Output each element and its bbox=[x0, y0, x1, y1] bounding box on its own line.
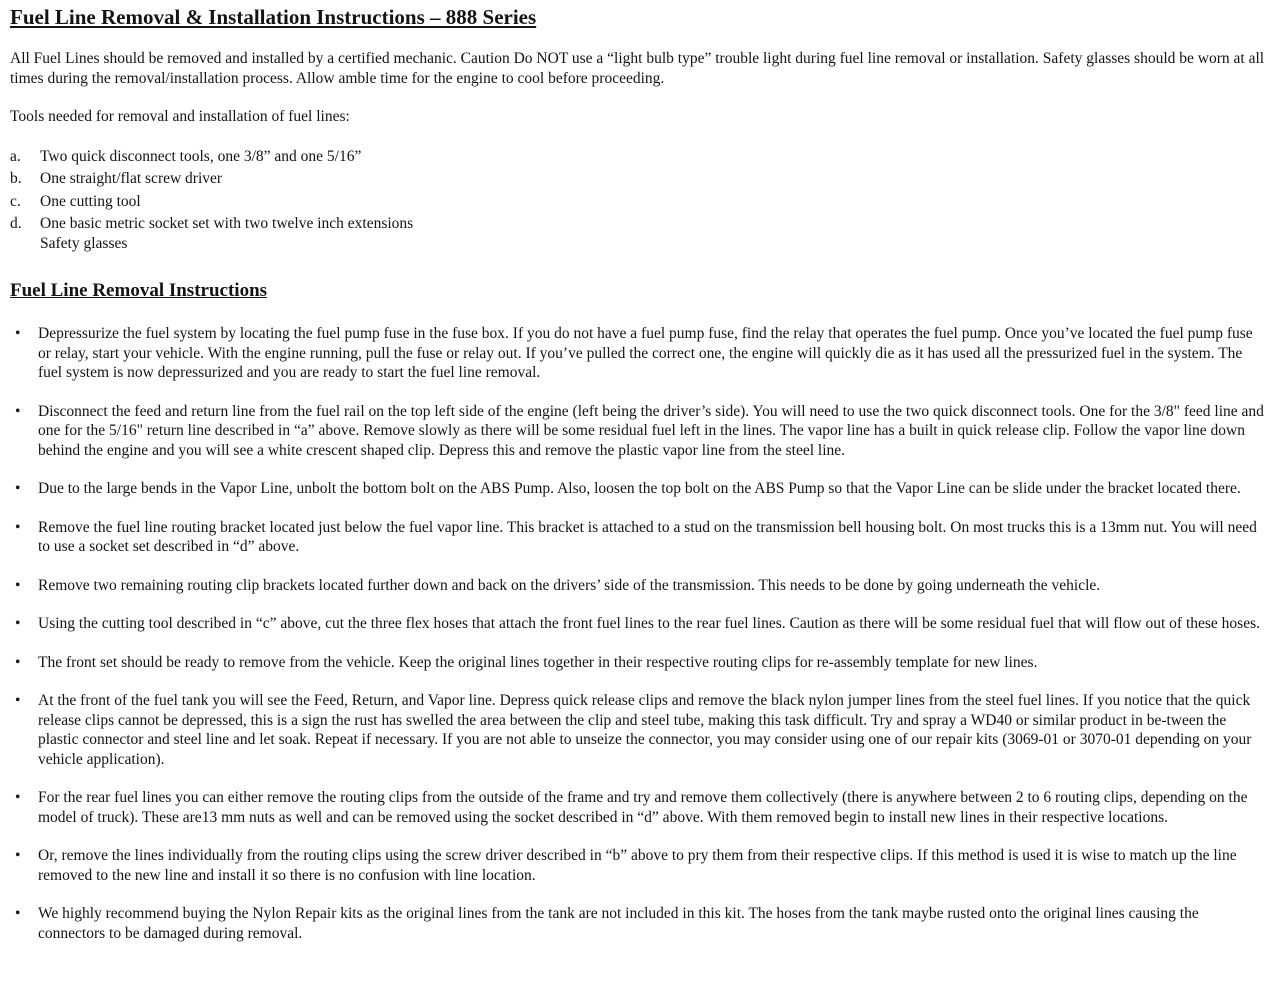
tool-item-text: One basic metric socket set with two twelve inch extensions bbox=[40, 215, 414, 233]
instruction-bullet-text: The front set should be ready to remove from the vehicle. Keep the original lines together in their respective routing clips for re-assembly template for new lines. bbox=[38, 653, 1038, 671]
bullet-marker-icon: • bbox=[15, 576, 21, 594]
instruction-bullet-text: Due to the large bends in the Vapor Line, unbolt the bottom bolt on the ABS Pump. Also, loosen the top bolt on the ABS Pump so that the Vapor Line can be slide under the bracket located there. bbox=[38, 480, 1241, 498]
bullet-marker-icon: • bbox=[15, 325, 21, 343]
bullet-marker-icon: • bbox=[15, 480, 21, 498]
instruction-bullet-text: Remove two remaining routing clip brackets located further down and back on the drivers’ side of the transmission. This needs to be done by going underneath the vehicle. bbox=[38, 576, 1101, 594]
instruction-bullet bbox=[10, 846, 1268, 885]
tools-list-item bbox=[10, 214, 1268, 253]
tool-item-text: One cutting tool bbox=[40, 192, 141, 210]
instruction-bullet bbox=[10, 788, 1268, 827]
instruction-bullet bbox=[10, 402, 1268, 461]
tool-item-body bbox=[40, 192, 141, 212]
tool-item-extra-line: Safety glasses bbox=[40, 234, 128, 252]
tools-list-item bbox=[10, 169, 1268, 189]
instruction-bullet-text: For the rear fuel lines you can either remove the routing clips from the outside of the frame and try and remove them collectively (there is anywhere between 2 to 6 routing clips, depending on the model of truck). These are13 mm nuts as well and can be removed using the socket described in “d” above. With them removed begin to install new lines in their respective locations. bbox=[38, 789, 1248, 826]
bullet-marker-icon: • bbox=[15, 905, 21, 923]
bullet-marker-icon: • bbox=[15, 518, 21, 536]
instruction-bullet-text: At the front of the fuel tank you will see the Feed, Return, and Vapor line. Depress quick release clips and remove the black nylon jumper lines from the steel fuel lines. If you notice that the quick release clips cannot be depressed, this is a sign the rust has swelled the area between the clip and steel tube, making this task difficult. Try and spray a WD40 or similar product in be-tween the plastic connector and steel line and let soak. Repeat if necessary. If you are not able to unseize the connector, you may consider using one of our repair kits (3069-01 or 3070-01 depending on your vehicle application). bbox=[38, 692, 1252, 768]
tool-item-body bbox=[40, 214, 413, 253]
document-title: Fuel Line Removal & Installation Instructions – 888 Series bbox=[10, 5, 537, 29]
bullet-marker-icon: • bbox=[15, 847, 21, 865]
tool-item-letter: d. bbox=[10, 215, 22, 233]
tools-intro-paragraph: Tools needed for removal and installation of fuel lines: bbox=[10, 108, 350, 126]
bullet-marker-icon: • bbox=[15, 615, 21, 633]
tools-list bbox=[10, 147, 1268, 254]
instruction-bullet bbox=[10, 518, 1268, 557]
instruction-list bbox=[10, 324, 1268, 943]
tools-list-item bbox=[10, 192, 1268, 212]
tools-list-item bbox=[10, 147, 1268, 167]
bullet-marker-icon: • bbox=[15, 653, 21, 671]
instruction-bullet bbox=[10, 691, 1268, 769]
tool-item-letter: b. bbox=[10, 170, 22, 188]
tool-item-letter: a. bbox=[10, 147, 21, 165]
instruction-bullet bbox=[10, 653, 1268, 673]
instruction-bullet-text: Or, remove the lines individually from the routing clips using the screw driver described in “b” above to pry them from their respective clips. If this method is used it is wise to match up the line removed to the new line and install it so there is no confusion with line location. bbox=[38, 847, 1237, 884]
instruction-bullet bbox=[10, 614, 1268, 634]
tool-item-letter: c. bbox=[10, 192, 21, 210]
instruction-bullet bbox=[10, 904, 1268, 943]
instruction-bullet-text: Depressurize the fuel system by locating the fuel pump fuse in the fuse box. If you do not have a fuel pump fuse, find the relay that operates the fuel pump. Once you’ve located the fuel pump fuse or relay, start your vehicle. With the engine running, pull the fuse or relay out. If you’ve pulled the correct one, the engine will quickly die as it has used all the pressurized fuel in the system. The fuel system is now depressurized and you are ready to start the fuel line removal. bbox=[38, 325, 1253, 382]
instruction-bullet-text: Remove the fuel line routing bracket located just below the fuel vapor line. This bracket is attached to a stud on the transmission bell housing bolt. On most trucks this is a 13mm nut. You will need to use a socket set described in “d” above. bbox=[38, 518, 1257, 556]
tool-item-text: Two quick disconnect tools, one 3/8” and one 5/16” bbox=[40, 147, 362, 165]
instruction-bullet-text: Using the cutting tool described in “c” above, cut the three flex hoses that attach the front fuel lines to the rear fuel lines. Caution as there will be some residual fuel that will flow out of these hoses. bbox=[38, 615, 1260, 633]
section-heading: Fuel Line Removal Instructions bbox=[10, 280, 268, 302]
instruction-bullet bbox=[10, 576, 1268, 596]
intro-paragraph: All Fuel Lines should be removed and installed by a certified mechanic. Caution Do NOT use a “light bulb type” trouble light during fuel line removal or installation. Safety glasses should be worn at all times during the removal/installation process. Allow amble time for the engine to cool before proceeding. bbox=[10, 50, 1265, 87]
bullet-marker-icon: • bbox=[15, 789, 21, 807]
instruction-bullet bbox=[10, 324, 1268, 383]
tool-item-text: One straight/flat screw driver bbox=[40, 170, 223, 188]
bullet-marker-icon: • bbox=[15, 692, 21, 710]
instruction-bullet-text: We highly recommend buying the Nylon Repair kits as the original lines from the tank are not included in this kit. The hoses from the tank maybe rusted onto the original lines causing the connectors to be damaged during removal. bbox=[38, 905, 1199, 942]
instruction-bullet-text: Disconnect the feed and return line from the fuel rail on the top left side of the engine (left being the driver’s side). You will need to use the two quick disconnect tools. One for the 3/8" feed line and one for the 5/16" return line described in “a” above. Remove slowly as there will be some residual fuel left in the lines. The vapor line has a built in quick release clip. Follow the vapor line down behind the engine and you will see a white crescent shaped clip. Depress this and remove the plastic vapor line from the steel line. bbox=[38, 402, 1264, 459]
bullet-marker-icon: • bbox=[15, 402, 21, 420]
instruction-bullet bbox=[10, 479, 1268, 499]
tool-item-body bbox=[40, 169, 222, 189]
tool-item-body bbox=[40, 147, 361, 167]
